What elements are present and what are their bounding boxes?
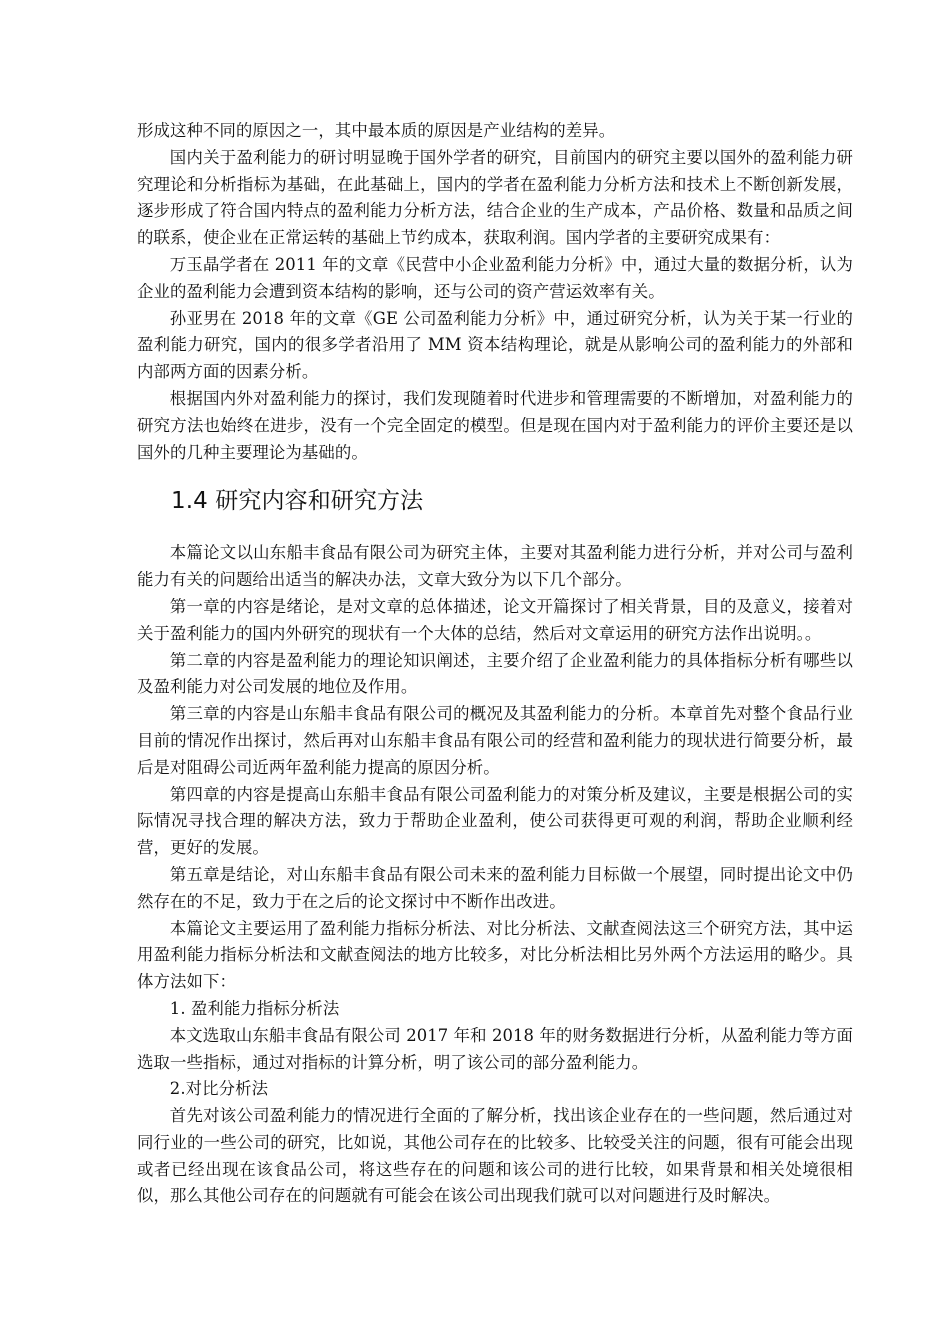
- document-body: [137, 118, 853, 1210]
- paragraph-method-1: 本文选取山东船丰食品有限公司 2017 年和 2018 年的财务数据进行分析，从盈利能力等方面选取一些指标，通过对指标的计算分析，明了该公司的部分盈利能力。: [137, 1025, 853, 1072]
- paragraph-chapter-2: 第二章的内容是盈利能力的理论知识阐述，主要介绍了企业盈利能力的具体指标分析有哪些以及盈利能力对公司发展的地位及作用。: [137, 650, 853, 697]
- paragraph-domestic-research: 国内关于盈利能力的研讨明显晚于国外学者的研究，目前国内的研究主要以国外的盈利能力研究理论和分析指标为基础，在此基础上，国内的学者在盈利能力分析方法和技术上不断创新发展，逐步形成了符合国内特点的盈利能力分析方法，结合企业的生产成本，产品价格、数量和品质之间的联系，使企业在正常运转的基础上节约成本，获取利润。国内学者的主要研究成果有：: [137, 147, 853, 248]
- paragraph-chapter-1: 第一章的内容是绪论，是对文章的总体描述，论文开篇探讨了相关背景，目的及意义，接着对关于盈利能力的国内外研究的现状有一个大体的总结，然后对文章运用的研究方法作出说明。。: [137, 596, 853, 643]
- paragraph-thesis-intro: 本篇论文以山东船丰食品有限公司为研究主体，主要对其盈利能力进行分析，并对公司与盈利能力有关的问题给出适当的解决办法，文章大致分为以下几个部分。: [137, 543, 853, 590]
- paragraph-chapter-3: 第三章的内容是山东船丰食品有限公司的概况及其盈利能力的分析。本章首先对整个食品行业目前的情况作出探讨，然后再对山东船丰食品有限公司的经营和盈利能力的现状进行简要分析，最后是对阻碍公司近两年盈利能力提高的原因分析。: [137, 704, 853, 777]
- paragraph-method-2: 首先对该公司盈利能力的情况进行全面的了解分析，找出该企业存在的一些问题，然后通过对同行业的一些公司的研究，比如说，其他公司存在的比较多、比较受关注的问题，很有可能会出现或者已经出现在该食品公司，将这些存在的问题和该公司的进行比较，如果背景和相关处境很相似，那么其他公司存在的问题就有可能会在该公司出现我们就可以对问题进行及时解决。: [137, 1106, 853, 1206]
- paragraph-summary: 根据国内外对盈利能力的探讨，我们发现随着时代进步和管理需要的不断增加，对盈利能力的研究方法也始终在进步，没有一个完全固定的模型。但是现在国内对于盈利能力的评价主要还是以国外的几种主要理论为基础的。: [137, 388, 853, 462]
- section-heading-wrap: [137, 486, 853, 516]
- method-heading-2: 2.对比分析法: [169, 1079, 269, 1099]
- paragraph-continuation: 形成这种不同的原因之一，其中最本质的原因是产业结构的差异。: [137, 121, 616, 140]
- method-heading-1: 1. 盈利能力指标分析法: [169, 998, 340, 1018]
- paragraph-methods-overview: 本篇论文主要运用了盈利能力指标分析法、对比分析法、文献查阅法这三个研究方法，其中运用盈利能力指标分析法和文献查阅法的地方比较多，对比分析法相比另外两个方法运用的略少。具体方法如下：: [137, 918, 853, 992]
- paragraph-chapter-5: 第五章是结论，对山东船丰食品有限公司未来的盈利能力目标做一个展望，同时提出论文中仍然存在的不足，致力于在之后的论文探讨中不断作出改进。: [137, 864, 853, 911]
- paragraph-wan-yujing: 万玉晶学者在 2011 年的文章《民营中小企业盈利能力分析》中，通过大量的数据分析，认为企业的盈利能力会遭到资本结构的影响，还与公司的资产营运效率有关。: [137, 254, 853, 301]
- paragraph-sun-yanan: 孙亚男在 2018 年的文章《GE 公司盈利能力分析》中，通过研究分析，认为关于某一行业的盈利能力研究，国内的很多学者沿用了 MM 资本结构理论，就是从影响公司的盈利能力的外部和内部两方面的因素分析。: [137, 308, 853, 382]
- paragraph-chapter-4: 第四章的内容是提高山东船丰食品有限公司盈利能力的对策分析及建议，主要是根据公司的实际情况寻找合理的解决方法，致力于帮助企业盈利，使公司获得更可观的利润，帮助企业顺利经营，更好的发展。: [137, 784, 853, 858]
- section-heading: 1.4 研究内容和研究方法: [171, 488, 424, 515]
